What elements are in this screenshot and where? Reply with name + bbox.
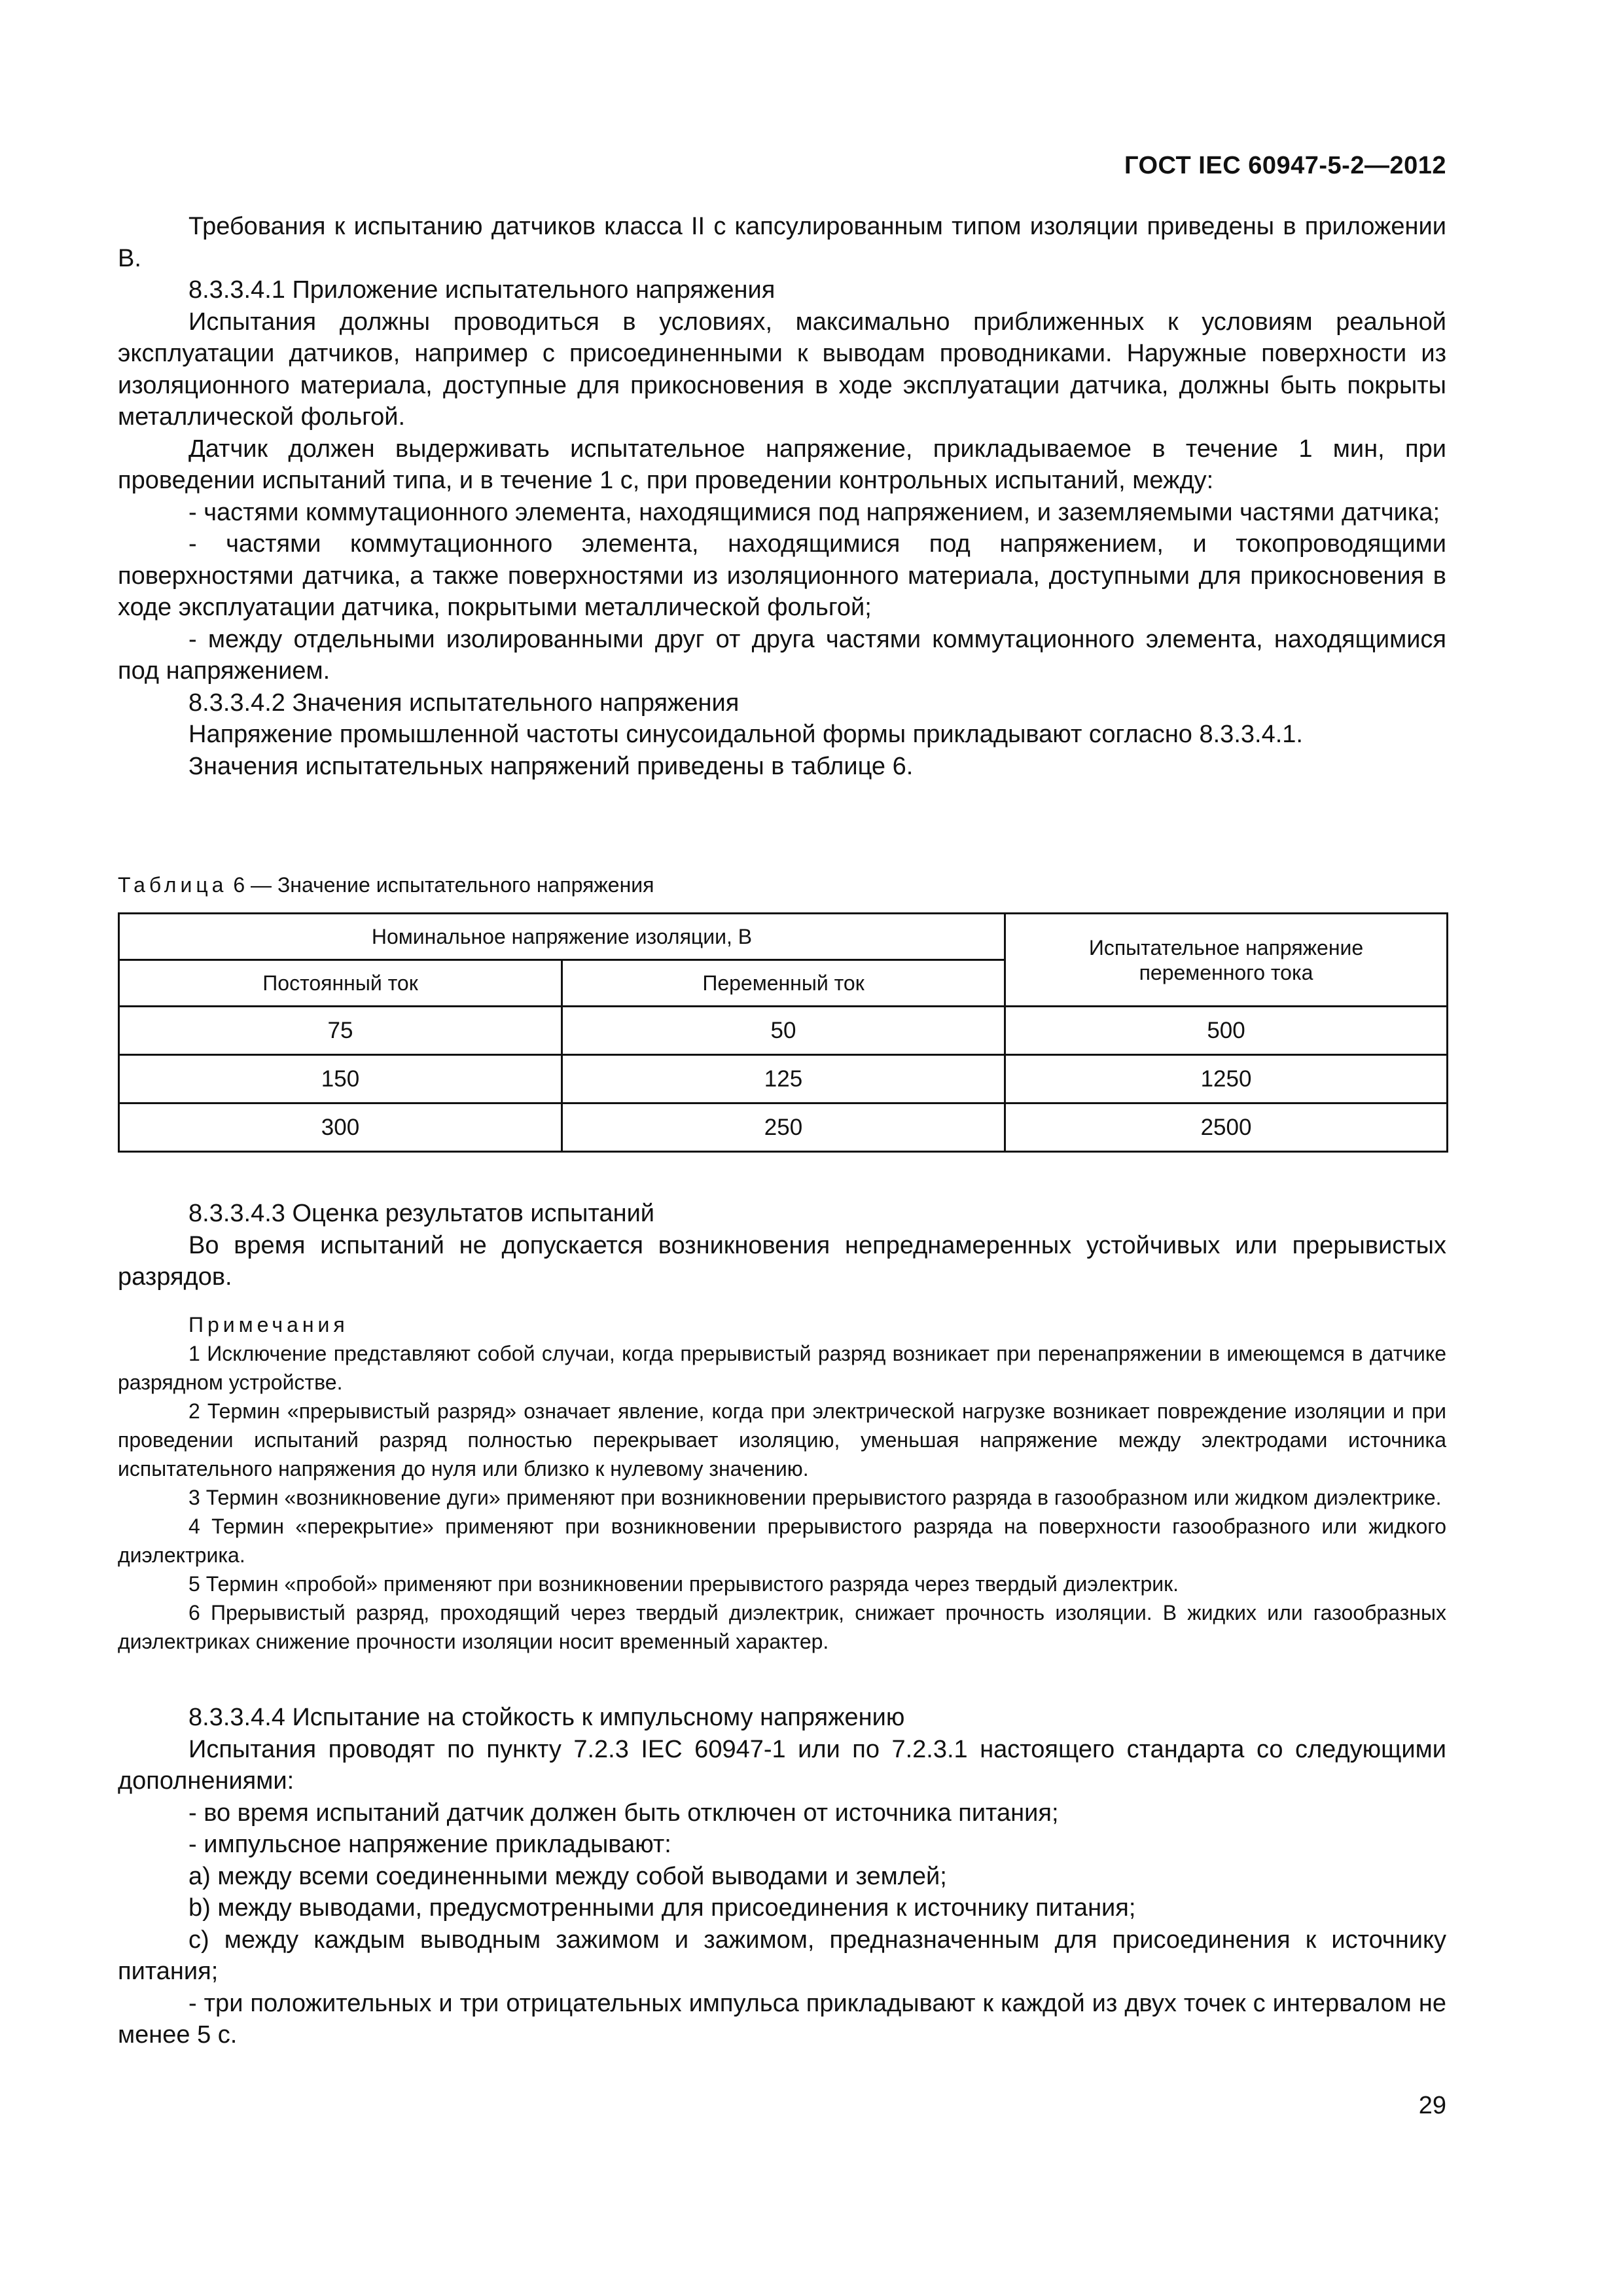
cell-ac: 250 [562, 1103, 1005, 1152]
cell-dc: 150 [119, 1055, 562, 1103]
note-item: 1 Исключение представляют собой случаи, когда прерывистый разряд возникает при перенапряжении в имеющемся в датчике разрядном устройстве. [118, 1342, 1446, 1394]
cell-ac: 125 [562, 1055, 1005, 1103]
list-item: - между отдельными изолированными друг от друга частями коммутационного элемента, находящимися под напряжением. [118, 625, 1446, 685]
document-page [118, 0, 1446, 2296]
header-dc: Постоянный ток [119, 960, 562, 1007]
paragraph: Напряжение промышленной частоты синусоидальной формы прикладывают согласно 8.3.3.4.1. [188, 721, 1303, 748]
list-item: - три положительных и три отрицательных импульса прикладывают к каждой из двух точек с интервалом не менее 5 с. [118, 1989, 1446, 2049]
header-test-voltage-text: Испытательное напряжение переменного тока [1088, 935, 1364, 984]
list-item: c) между каждым выводным зажимом и зажимом, предназначенным для присоединения к источнику питания; [118, 1926, 1446, 1985]
notes-block [118, 1310, 1446, 1656]
note-item: 3 Термин «возникновение дуги» применяют при возникновении прерывистого разряда в газообразном или жидком диэлектрике. [188, 1486, 1442, 1509]
list-item: - во время испытаний датчик должен быть отключен от источника питания; [188, 1799, 1059, 1827]
standard-header: ГОСТ IEC 60947-5-2—2012 [1124, 152, 1446, 179]
cell-ac: 50 [562, 1007, 1005, 1055]
table-row [119, 1103, 1448, 1152]
cell-dc: 75 [119, 1007, 562, 1055]
table-row [119, 1007, 1448, 1055]
page-number: 29 [1418, 2092, 1446, 2119]
subsection-heading: 8.3.3.4.3 Оценка результатов испытаний [188, 1200, 655, 1227]
table-caption-label: Таблица [118, 873, 228, 897]
list-item: - частями коммутационного элемента, находящимися под напряжением, и заземляемыми частями датчика; [188, 498, 1440, 526]
paragraph: Во время испытаний не допускается возникновения непреднамеренных устойчивых или прерывистых разрядов. [118, 1231, 1446, 1291]
test-voltage-table [118, 912, 1448, 1153]
list-item: - импульсное напряжение прикладывают: [188, 1831, 671, 1858]
header-test-voltage [1005, 914, 1448, 1007]
list-item: а) между всеми соединенными между собой выводами и землей; [188, 1862, 947, 1890]
section-impulse-voltage [118, 1702, 1446, 2051]
subsection-heading: 8.3.3.4.2 Значения испытательного напряжения [188, 689, 740, 717]
paragraph: Значения испытательных напряжений приведены в таблице 6. [188, 752, 914, 780]
cell-dc: 300 [119, 1103, 562, 1152]
paragraph: Испытания должны проводиться в условиях, максимально приближенных к условиям реальной эксплуатации датчиков, например с присоединенными к выводам проводниками. Наружные поверхности из изоляционного материала, доступные для прикосновения в ходе эксплуатации датчика, должны быть покрыты металлической фольгой. [118, 308, 1446, 431]
subsection-heading: 8.3.3.4.1 Приложение испытательного напряжения [188, 276, 776, 304]
header-rated-voltage: Номинальное напряжение изоляции, В [119, 914, 1005, 960]
table-caption [118, 873, 654, 897]
table-caption-text: 6 — Значение испытательного напряжения [227, 873, 654, 897]
cell-test: 500 [1005, 1007, 1448, 1055]
note-item: 2 Термин «прерывистый разряд» означает явление, когда при электрической нагрузке возникает повреждение изоляции и при проведении испытаний разряд полностью перекрывает изоляцию, уменьшая напряжение между электродами источника испытательного напряжения до нуля или близко к нулевому значению. [118, 1399, 1446, 1480]
note-item: 4 Термин «перекрытие» применяют при возникновении прерывистого разряда на поверхности газообразного или жидкого диэлектрика. [118, 1515, 1446, 1567]
cell-test: 2500 [1005, 1103, 1448, 1152]
section-evaluation [118, 1198, 1446, 1293]
cell-test: 1250 [1005, 1055, 1448, 1103]
list-item: - частями коммутационного элемента, находящимися под напряжением, и токопроводящими поверхностями датчика, а также поверхностями из изоляционного материала, доступными для прикосновения в ходе эксплуатации датчика, покрытыми металлической фольгой; [118, 530, 1446, 621]
paragraph: Требования к испытанию датчиков класса II с капсулированным типом изоляции приведены в приложении В. [118, 213, 1446, 272]
note-item: 5 Термин «пробой» применяют при возникновении прерывистого разряда через твердый диэлектрик. [188, 1572, 1179, 1596]
note-item: 6 Прерывистый разряд, проходящий через твердый диэлектрик, снижает прочность изоляции. В жидких или газообразных диэлектриках снижение прочности изоляции носит временный характер. [118, 1601, 1446, 1653]
list-item: b) между выводами, предусмотренными для присоединения к источнику питания; [188, 1894, 1136, 1922]
subsection-heading: 8.3.3.4.4 Испытание на стойкость к импульсному напряжению [188, 1704, 905, 1731]
notes-title: Примечания [188, 1313, 349, 1336]
header-ac: Переменный ток [562, 960, 1005, 1007]
paragraph: Испытания проводят по пункту 7.2.3 IEC 60947-1 или по 7.2.3.1 настоящего стандарта со следующими дополнениями: [118, 1735, 1446, 1795]
section-test-voltage [118, 211, 1446, 782]
table-row [119, 1055, 1448, 1103]
paragraph: Датчик должен выдерживать испытательное напряжение, прикладываемое в течение 1 мин, при проведении испытаний типа, и в течение 1 с, при проведении контрольных испытаний, между: [118, 435, 1446, 494]
